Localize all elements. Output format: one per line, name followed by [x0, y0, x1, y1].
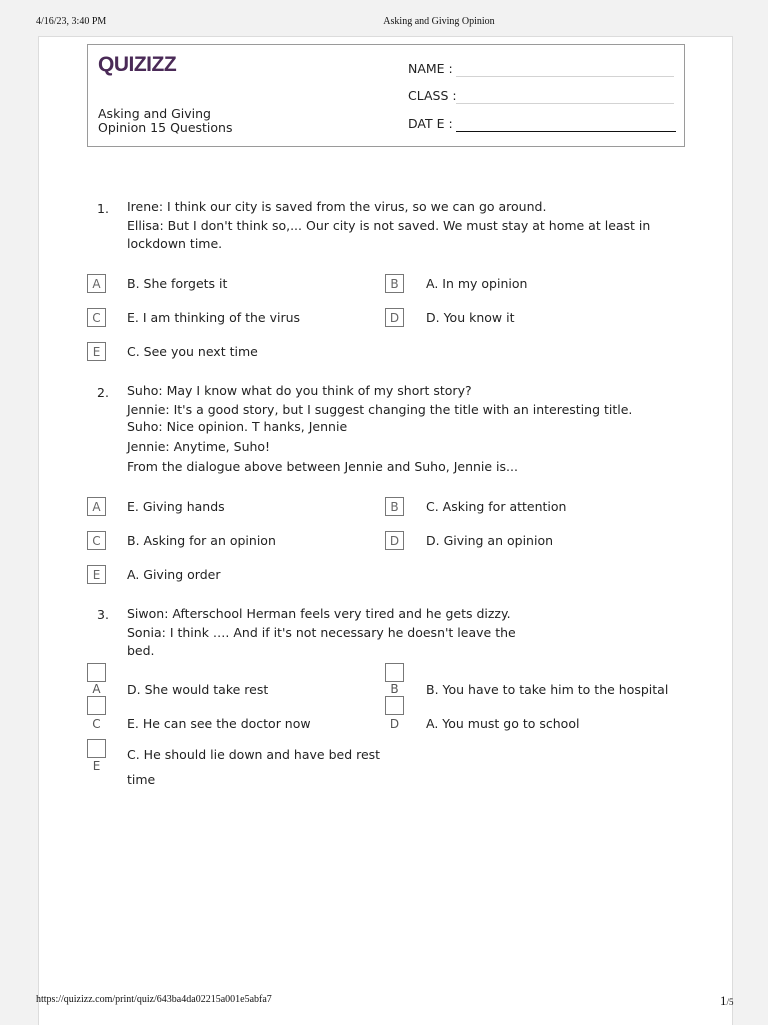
question-line: Siwon: Afterschool Herman feels very tired and he gets dizzy.	[127, 606, 511, 621]
class-field	[408, 86, 678, 106]
option-text: D. Giving an opinion	[426, 533, 554, 548]
print-footer	[0, 993, 768, 1009]
option-text: C. See you next time	[127, 344, 258, 359]
print-datetime: 4/16/23, 3:40 PM	[36, 16, 107, 27]
answer-checkbox[interactable]	[87, 663, 106, 682]
print-url: https://quizizz.com/print/quiz/643ba4da02215a001e5abfa7	[36, 994, 272, 1005]
option-letter: C	[92, 717, 101, 731]
answer-checkbox[interactable]: A	[87, 274, 106, 293]
question-3-number: 3.	[97, 607, 109, 622]
option-letter: D	[389, 717, 400, 731]
print-header	[0, 16, 768, 32]
question-line: From the dialogue above between Jennie and Suho, Jennie is...	[127, 458, 518, 474]
question-line: Jennie: Anytime, Suho!	[127, 438, 271, 454]
class-label: CLASS :	[408, 88, 457, 103]
answer-checkbox[interactable]: B	[385, 497, 404, 516]
question-line: Irene: I think our city is saved from the virus, so we can go around.	[127, 199, 547, 214]
page-total: /5	[726, 997, 734, 1007]
option-text: A. Giving order	[127, 567, 221, 582]
quiz-title-line2: Opinion 15 Questions	[98, 120, 233, 135]
name-field	[408, 59, 678, 79]
option-letter: B	[390, 682, 399, 696]
question-1-number: 1.	[97, 201, 109, 216]
date-label: DAT E :	[408, 116, 453, 131]
print-title: Asking and Giving Opinion	[383, 16, 495, 27]
option-text: B. She forgets it	[127, 276, 228, 291]
page-indicator	[720, 993, 734, 1009]
option-text: D. You know it	[426, 310, 515, 325]
option-text: A. You must go to school	[426, 716, 580, 731]
answer-checkbox[interactable]: B	[385, 274, 404, 293]
answer-checkbox[interactable]	[385, 663, 404, 682]
question-line: Jennie: It's a good story, but I suggest changing the title with an interesting title.	[127, 401, 633, 417]
date-line[interactable]	[456, 131, 676, 132]
option-letter: E	[92, 759, 101, 773]
answer-checkbox[interactable]: D	[385, 531, 404, 550]
option-text-line1: C. He should lie down and have bed rest	[127, 747, 381, 762]
worksheet-page	[38, 36, 733, 1025]
question-line: lockdown time.	[127, 236, 223, 251]
quizizz-logo: QUIZIZZ	[98, 53, 177, 76]
option-text: E. I am thinking of the virus	[127, 310, 301, 325]
question-line: Ellisa: But I don't think so,... Our city is not saved. We must stay at home at least in	[127, 217, 651, 233]
question-line: Suho: May I know what do you think of my short story?	[127, 383, 472, 398]
answer-checkbox[interactable]: E	[87, 565, 106, 584]
option-text: B. You have to take him to the hospital	[426, 682, 669, 697]
question-2-number: 2.	[97, 385, 109, 400]
option-letter: A	[92, 682, 101, 696]
question-1-text	[127, 198, 687, 254]
quiz-title-line1: Asking and Giving	[98, 106, 211, 121]
option-text: E. He can see the doctor now	[127, 716, 311, 731]
name-label: NAME :	[408, 61, 453, 76]
answer-checkbox[interactable]	[87, 739, 106, 758]
question-line: bed.	[127, 643, 155, 658]
answer-checkbox[interactable]	[87, 696, 106, 715]
option-text: E. Giving hands	[127, 499, 225, 514]
answer-checkbox[interactable]: A	[87, 497, 106, 516]
option-text-line2: time	[127, 772, 156, 787]
page-number: 1	[720, 993, 727, 1008]
answer-checkbox[interactable]: C	[87, 308, 106, 327]
question-2-text	[127, 382, 697, 476]
date-field	[408, 114, 678, 134]
question-line: Suho: Nice opinion. T hanks, Jennie	[127, 418, 348, 434]
option-text: D. She would take rest	[127, 682, 269, 697]
answer-checkbox[interactable]	[385, 696, 404, 715]
option-text: A. In my opinion	[426, 276, 528, 291]
question-3-text	[127, 605, 547, 661]
question-line: Sonia: I think …. And if it's not necessary he doesn't leave the	[127, 624, 516, 640]
worksheet-header	[87, 44, 685, 147]
name-line[interactable]	[456, 76, 674, 77]
answer-checkbox[interactable]: E	[87, 342, 106, 361]
quiz-title	[98, 107, 298, 135]
option-text: B. Asking for an opinion	[127, 533, 276, 548]
answer-checkbox[interactable]: D	[385, 308, 404, 327]
answer-checkbox[interactable]: C	[87, 531, 106, 550]
class-line[interactable]	[456, 103, 674, 104]
option-text: C. Asking for attention	[426, 499, 567, 514]
